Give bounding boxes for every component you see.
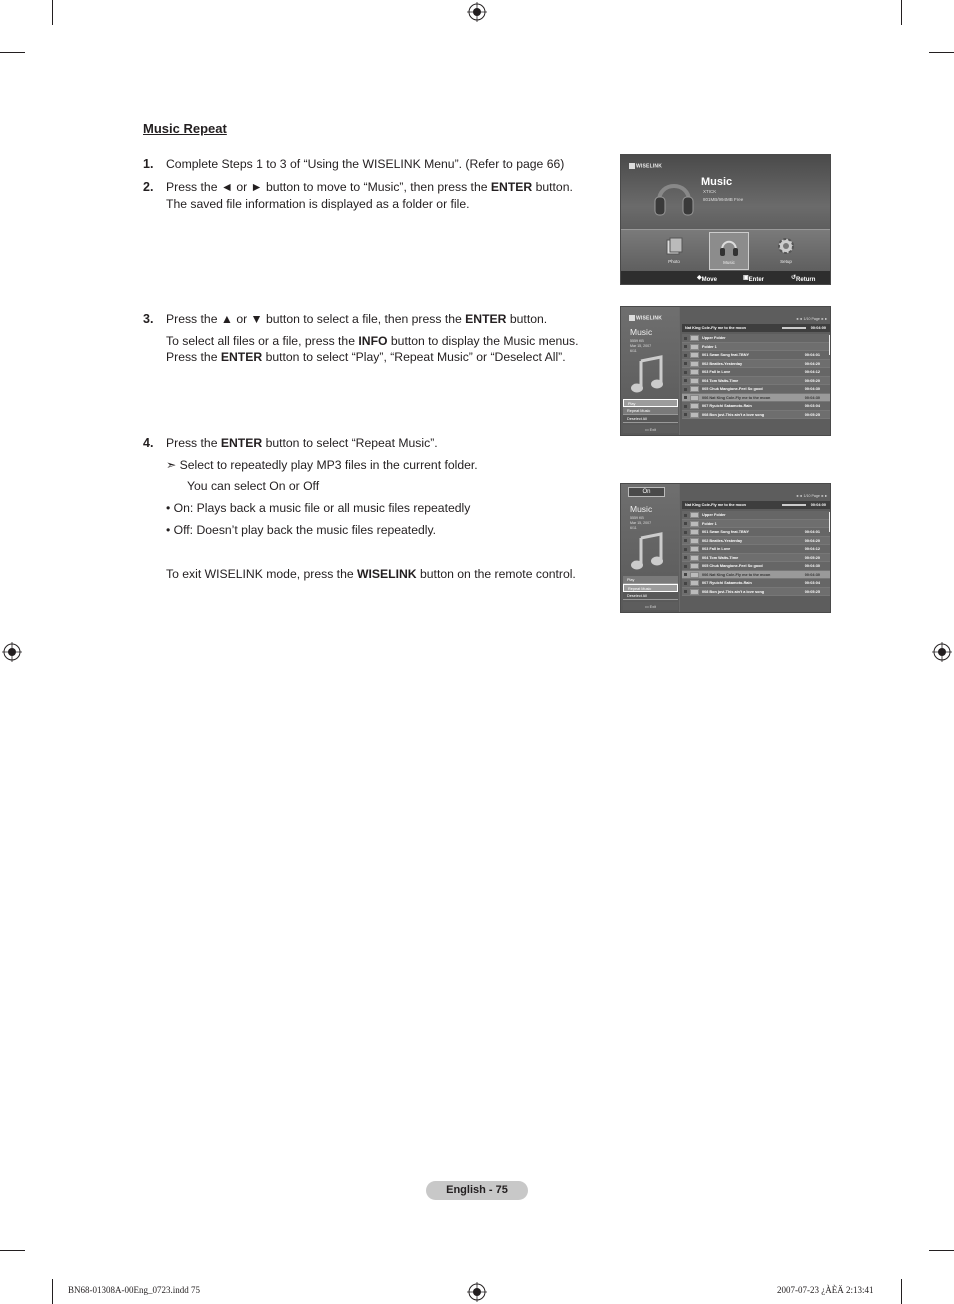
checkbox-icon[interactable]	[684, 337, 687, 340]
page-indicator: ◄◄ 1/10 Page ►►	[795, 494, 828, 498]
step-text	[166, 311, 593, 328]
file-duration: 00:03:04	[804, 581, 820, 585]
checkbox-icon[interactable]	[684, 405, 687, 408]
note-text: To exit WISELINK mode, press the	[166, 567, 358, 581]
file-name: 007 Ryuichi Sakamoto-Rain	[702, 404, 752, 408]
folder-icon	[690, 344, 699, 350]
storage-free: 801MB/994MB Free	[703, 197, 744, 202]
file-name: 007 Ryuichi Sakamoto-Rain	[702, 581, 752, 585]
music-file-icon	[690, 529, 699, 535]
file-name: 004 Tom Waits-Time	[702, 555, 739, 560]
crop-mark	[901, 1279, 902, 1304]
step-text-part: Press the ◄ or ► button to move to “Music”, then press the	[166, 180, 491, 194]
file-duration: 00:05:25	[804, 412, 820, 417]
checkbox-icon[interactable]	[684, 514, 687, 517]
file-list-item[interactable]	[682, 520, 830, 529]
hint-label: Move	[701, 277, 717, 283]
music-file-icon	[690, 369, 699, 375]
crop-mark	[0, 1250, 25, 1251]
step-number: 4.	[143, 436, 154, 450]
file-list-item[interactable]	[682, 545, 830, 554]
menu-repeat-music[interactable]: Repeat Music	[623, 407, 678, 415]
print-slug-left: BN68-01308A-00Eng_0723.indd 75	[68, 1285, 200, 1295]
note-text: You can select On or Off	[187, 479, 320, 493]
music-file-icon	[690, 403, 699, 409]
file-list	[682, 334, 830, 419]
step-keyword: ENTER	[465, 312, 507, 326]
file-info: 5559 KB Mar 15, 2007 6/11	[630, 516, 652, 530]
music-file-icon	[690, 555, 699, 561]
file-name: 002 Beatles-Yesterday	[702, 361, 743, 366]
file-name: Folder 1	[702, 344, 717, 349]
music-file-icon	[690, 572, 699, 578]
menu-play[interactable]: Play	[623, 576, 678, 584]
step-3	[143, 311, 593, 328]
menu-deselect-all[interactable]: Deselect All	[623, 415, 678, 423]
music-file-icon	[690, 352, 699, 358]
folder-icon	[690, 512, 699, 518]
file-duration: 00:04:30	[804, 395, 820, 400]
file-list-item[interactable]	[682, 554, 830, 563]
note-text: button to display the Music menus.	[387, 334, 579, 348]
folder-icon	[690, 521, 699, 527]
step-text-part: button to select “Repeat Music”.	[262, 436, 438, 450]
file-name: 001 Swan Song feat.TBNY	[702, 530, 750, 534]
file-list-item[interactable]	[682, 377, 830, 386]
file-list-item[interactable]	[682, 411, 830, 420]
gear-icon	[776, 235, 796, 257]
file-duration: 00:04:12	[804, 370, 820, 374]
file-name: 003 Fall in Love	[702, 547, 731, 551]
menu-label: Setup	[780, 259, 792, 264]
step-text	[166, 179, 593, 212]
crop-mark	[929, 1250, 954, 1251]
now-playing-bar	[682, 324, 830, 332]
note-text: button on the remote control.	[416, 567, 576, 581]
file-duration: 00:05:20	[804, 378, 820, 383]
file-duration: 00:04:20	[804, 538, 820, 543]
step-1	[143, 156, 593, 173]
crop-mark	[52, 0, 53, 25]
file-list	[682, 511, 830, 596]
menu-setup[interactable]	[766, 232, 806, 270]
step-number: 3.	[143, 312, 154, 326]
menu-photo[interactable]	[654, 232, 694, 270]
music-file-icon	[690, 361, 699, 367]
media-menu	[621, 229, 831, 271]
step-number: 2.	[143, 180, 154, 194]
progress-bar	[782, 327, 806, 329]
menu-label: Music	[723, 260, 735, 265]
repeat-on-indicator[interactable]: On	[628, 487, 665, 497]
file-name: Upper Folder	[702, 336, 726, 340]
checkbox-icon[interactable]	[684, 565, 687, 568]
wiselink-logo: WISELINK	[629, 163, 662, 169]
file-list-item[interactable]	[682, 588, 830, 597]
step-2	[143, 179, 593, 212]
file-list-item[interactable]	[682, 537, 830, 546]
step-text-part: The saved file information is displayed as a folder or file.	[166, 196, 470, 211]
checkbox-icon[interactable]	[684, 531, 687, 534]
move-hint: ◆ Move	[697, 275, 717, 283]
step-keyword: ENTER	[220, 436, 263, 450]
hint-label: Exit	[649, 605, 656, 609]
wiselink-logo: WISELINK	[629, 315, 662, 321]
step-text-part: Press the ▲ or ▼ button to select a file, then press the	[166, 312, 466, 326]
enter-hint: ▣ Enter	[743, 275, 765, 283]
crop-mark	[0, 52, 25, 53]
screen-title: Music	[701, 176, 733, 188]
note-keyword: ENTER	[220, 350, 263, 364]
music-file-icon	[690, 386, 699, 392]
file-duration: 00:04:12	[804, 547, 820, 551]
step-text: Complete Steps 1 to 3 of “Using the WISELINK Menu”. (Refer to page 66)	[166, 157, 565, 171]
music-file-icon	[690, 580, 699, 586]
file-duration: 00:04:01	[804, 353, 820, 357]
note-keyword: WISELINK	[357, 567, 417, 581]
crop-mark	[52, 1279, 53, 1304]
print-slug-right: 2007-07-23 ¿ÀÈÄ 2:13:41	[777, 1285, 874, 1295]
exit-hint[interactable]: ▭ Exit	[623, 425, 678, 433]
file-name: 003 Fall in Love	[702, 370, 731, 374]
note-arrow-icon: ➣	[166, 458, 177, 472]
file-list-item[interactable]	[682, 562, 830, 571]
scrollbar[interactable]	[829, 335, 831, 355]
checkbox-icon[interactable]	[684, 396, 687, 399]
now-playing-time: 00:04:00	[810, 503, 826, 507]
music-file-icon	[690, 395, 699, 401]
registration-mark-icon	[2, 642, 22, 662]
file-list-item[interactable]	[682, 360, 830, 369]
section-title: Music Repeat	[143, 121, 227, 136]
file-name: 002 Beatles-Yesterday	[702, 538, 743, 543]
screen-title: Music	[630, 504, 653, 514]
file-list-panel	[680, 307, 831, 436]
info-panel	[621, 307, 679, 436]
checkbox-icon[interactable]	[684, 548, 687, 551]
crop-mark	[901, 0, 902, 25]
hint-label: Enter	[748, 277, 765, 283]
file-info: 5559 KB Mar 15, 2007 6/11	[630, 339, 652, 353]
step-4-note	[166, 457, 596, 473]
repeat-music-screenshot	[620, 483, 831, 613]
screen-title: Music	[630, 327, 653, 337]
menu-label: Photo	[668, 259, 680, 264]
file-list-item[interactable]	[682, 394, 830, 403]
step-text-part: button.	[506, 312, 548, 326]
file-duration: 00:05:20	[804, 555, 820, 560]
checkbox-icon[interactable]	[684, 345, 687, 348]
note-text: To select all files or a file, press the	[166, 334, 359, 348]
registration-mark-icon	[467, 2, 487, 22]
checkbox-icon[interactable]	[684, 413, 687, 416]
page-number: English - 75	[426, 1181, 528, 1200]
crop-mark	[929, 52, 954, 53]
file-duration: 00:04:30	[804, 387, 820, 391]
wiselink-main-screenshot	[620, 154, 831, 285]
music-note-icon	[631, 532, 665, 572]
headphones-icon	[719, 236, 739, 258]
file-duration: 00:04:30	[804, 564, 820, 568]
checkbox-icon[interactable]	[684, 379, 687, 382]
folder-icon	[690, 335, 699, 341]
control-hint-bar	[621, 271, 831, 285]
file-duration: 00:03:04	[804, 404, 820, 408]
hint-label: Return	[796, 277, 816, 283]
page-indicator: ◄◄ 1/10 Page ►►	[795, 317, 828, 321]
file-name: Upper Folder	[702, 513, 726, 517]
file-list-item[interactable]	[682, 343, 830, 352]
file-list-item[interactable]	[682, 528, 830, 537]
note-text: Select to repeatedly play MP3 files in the current folder.	[179, 458, 478, 472]
file-duration: 00:04:20	[804, 361, 820, 366]
note-text: Press the	[166, 350, 221, 364]
checkbox-icon[interactable]	[684, 371, 687, 374]
file-name: 006 Nat King Cole-Fly me to the moon	[702, 395, 771, 400]
now-playing-bar	[682, 501, 830, 509]
file-name: 008 Bon jovi-This ain't a love song	[702, 589, 765, 594]
file-list-item[interactable]	[682, 511, 830, 520]
hint-label: Exit	[649, 428, 656, 432]
file-name: 005 Chuk Mangione-Feel So good	[702, 387, 763, 391]
step-text-part: Press the	[166, 436, 221, 450]
music-file-icon	[690, 563, 699, 569]
music-file-icon	[690, 538, 699, 544]
file-name: 004 Tom Waits-Time	[702, 378, 739, 383]
scrollbar[interactable]	[829, 512, 831, 532]
file-list-item[interactable]	[682, 385, 830, 394]
device-name: XTICK	[703, 189, 717, 194]
file-name: 005 Chuk Mangione-Feel So good	[702, 564, 763, 568]
step-3-note	[166, 333, 596, 365]
music-option-menu	[623, 399, 678, 423]
checkbox-icon[interactable]	[684, 388, 687, 391]
checkbox-icon[interactable]	[684, 539, 687, 542]
menu-repeat-music[interactable]: Repeat Music	[623, 584, 678, 592]
music-file-icon	[690, 589, 699, 595]
menu-deselect-all[interactable]: Deselect All	[623, 592, 678, 600]
file-list-item[interactable]	[682, 351, 830, 360]
music-file-icon	[690, 546, 699, 552]
progress-bar	[782, 504, 806, 506]
return-hint: ↺ Return	[791, 275, 816, 283]
music-list-screenshot	[620, 306, 831, 436]
now-playing-title: Nat King Cole-Fly me to the moon	[685, 326, 746, 330]
file-duration: 00:04:30	[804, 572, 820, 577]
checkbox-icon[interactable]	[684, 573, 687, 576]
file-list-item[interactable]	[682, 334, 830, 343]
file-name: 006 Nat King Cole-Fly me to the moon	[702, 572, 771, 577]
file-duration: 00:05:25	[804, 589, 820, 594]
music-file-icon	[690, 412, 699, 418]
registration-mark-icon	[467, 1282, 487, 1302]
photo-icon	[664, 235, 684, 257]
now-playing-title: Nat King Cole-Fly me to the moon	[685, 503, 746, 507]
checkbox-icon[interactable]	[684, 362, 687, 365]
file-list-item[interactable]	[682, 579, 830, 588]
menu-play[interactable]: Play	[623, 399, 678, 407]
file-name: Folder 1	[702, 521, 717, 526]
music-file-icon	[690, 378, 699, 384]
step-text	[166, 435, 593, 452]
music-note-icon	[631, 355, 665, 395]
registration-mark-icon	[932, 642, 952, 662]
checkbox-icon[interactable]	[684, 354, 687, 357]
option-on-text: • On: Plays back a music file or all music files repeatedly	[166, 501, 471, 515]
file-list-panel	[680, 484, 831, 613]
music-option-menu	[623, 576, 678, 600]
exit-hint[interactable]: ▭ Exit	[623, 602, 678, 610]
file-list-item[interactable]	[682, 368, 830, 377]
info-panel	[621, 484, 679, 613]
step-text-part: button.	[532, 180, 573, 194]
checkbox-icon[interactable]	[684, 522, 687, 525]
checkbox-icon[interactable]	[684, 590, 687, 593]
note-keyword: INFO	[358, 334, 388, 348]
file-name: 001 Swan Song feat.TBNY	[702, 353, 750, 357]
now-playing-time: 00:04:00	[810, 326, 826, 330]
exit-note	[166, 566, 596, 582]
menu-music[interactable]	[709, 232, 749, 270]
note-text: button to select “Play”, “Repeat Music” or “Deselect All”.	[262, 350, 566, 364]
step-number: 1.	[143, 157, 154, 171]
checkbox-icon[interactable]	[684, 582, 687, 585]
step-4	[143, 435, 593, 452]
file-duration: 00:04:01	[804, 530, 820, 534]
headphones-icon	[651, 171, 697, 221]
file-list-item[interactable]	[682, 402, 830, 411]
option-off-text: • Off: Doesn’t play back the music files repeatedly.	[166, 523, 437, 537]
checkbox-icon[interactable]	[684, 556, 687, 559]
file-list-item[interactable]	[682, 571, 830, 580]
file-name: 008 Bon jovi-This ain't a love song	[702, 412, 765, 417]
step-keyword: ENTER	[490, 180, 533, 194]
